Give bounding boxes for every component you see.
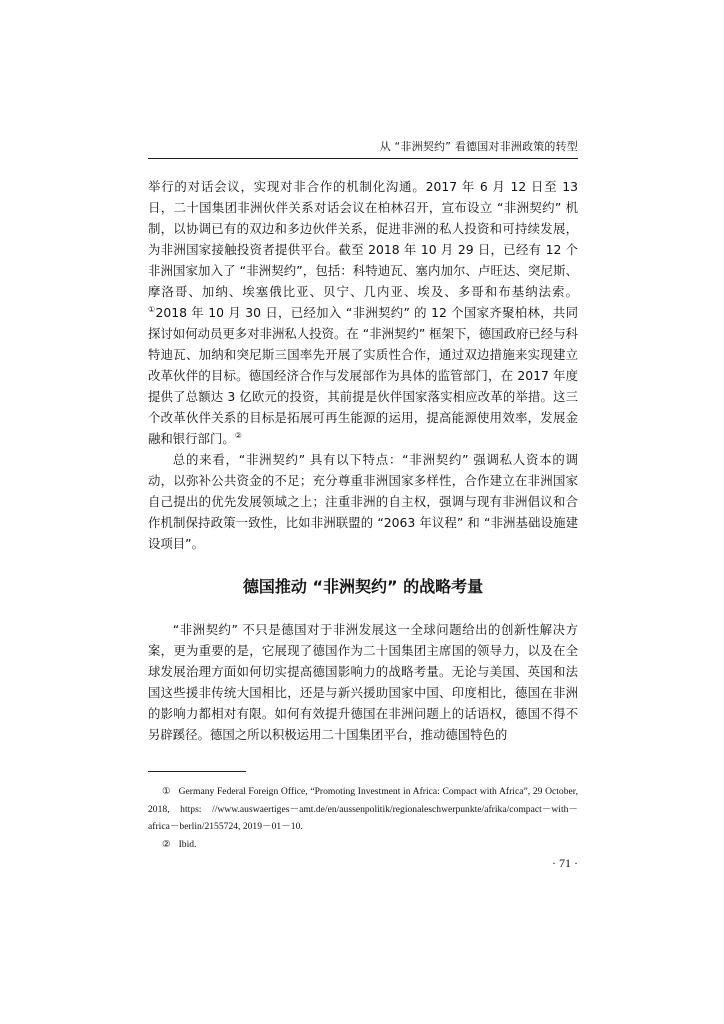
footnote-ref-1[interactable]: ①: [148, 304, 156, 314]
paragraph-2: 总的来看，“非洲契约” 具有以下特点：“非洲契约” 强调私人资本的调动，以弥补公共资金的不足；充分尊重非洲国家多样性，合作建立在非洲国家自己提出的优先发展领域之上；注重非洲的自主权，强调与现有非洲倡议和合作机制保持政策一致性，比如非洲联盟的 “2063 年议程” 和 “非洲基础设施建设项目”。: [148, 452, 578, 551]
footnotes: [148, 783, 578, 853]
footnote-rule: [148, 771, 246, 772]
running-header: 从 “非洲契约” 看德国对非洲政策的转型: [379, 140, 578, 153]
paragraph-1-part-a: 举行的对话会议，实现对非合作的机制化沟通。2017 年 6 月 12 日至 13 日，二十国集团非洲伙伴关系对话会议在柏林召开，宣布设立 “非洲契约” 机制，以协调已有的双边和多边伙伴关系，促进非洲的私人投资和可持续发展，为非洲国家接触投资者提供平台。截至 2018 年 10 月 29 日，已经有 12 个非洲国家加入了 “非洲契约”，包括：科特迪瓦、塞内加尔、卢旺达、突尼斯、摩洛哥、加纳、埃塞俄比亚、贝宁、几内亚、埃及、多哥和布基纳法索。: [148, 179, 578, 299]
header-rule: [148, 158, 578, 159]
footnote-2: [148, 836, 578, 854]
section-heading: 德国推动 “非洲契约” 的战略考量: [242, 577, 484, 596]
page-number: · 71 ·: [552, 856, 578, 870]
footnote-1: [148, 783, 578, 836]
footnote-2-text: Ibid.: [178, 838, 197, 850]
footnote-1-number: ①: [162, 786, 171, 797]
footnote-2-number: ②: [162, 838, 171, 850]
footnote-ref-2[interactable]: ②: [234, 430, 242, 440]
paragraph-1-part-b: 2018 年 10 月 30 日，已经加入 “非洲契约” 的 12 个国家齐聚柏林，共同探讨如何动员更多对非洲私人投资。在 “非洲契约” 框架下，德国政府已经与科特迪瓦、加纳和突尼斯三国率先开展了实质性合作，通过双边措施来实现建立改革伙伴的目标。德国经济合作与发展部作为具体的监管部门，在 2017 年度提供了总额达 3 亿欧元的投资，其前提是伙伴国家落实相应改革的举措。这三个改革伙伴关系的目标是拓展可再生能源的运用，提高能源使用效率，发展金融和银行部门。: [148, 305, 578, 446]
footnote-1-text: Germany Federal Foreign Office, “Promoting Investment in Africa: Compact with Africa”, 29 October, 2018, https: //www.auswaertiges－amt.de/en/aussenpolitik/regionaleschwerpunkte/afrika/compact－with－africa－berlin/2155724, 2019－01－10.: [148, 786, 578, 833]
body-text: [148, 176, 578, 745]
paragraph-3: “非洲契约” 不只是德国对于非洲发展这一全球问题给出的创新性解决方案，更为重要的是，它展现了德国作为二十国集团主席国的领导力，以及在全球发展治理方面如何切实提高德国影响力的战略考量。无论与美国、英国和法国这些援非传统大国相比，还是与新兴援助国家中国、印度相比，德国在非洲的影响力都相对有限。如何有效提升德国在非洲问题上的话语权，德国不得不另辟蹊径。德国之所以积极运用二十国集团平台，推动德国特色的: [148, 622, 578, 742]
paragraph-1: [148, 176, 578, 449]
